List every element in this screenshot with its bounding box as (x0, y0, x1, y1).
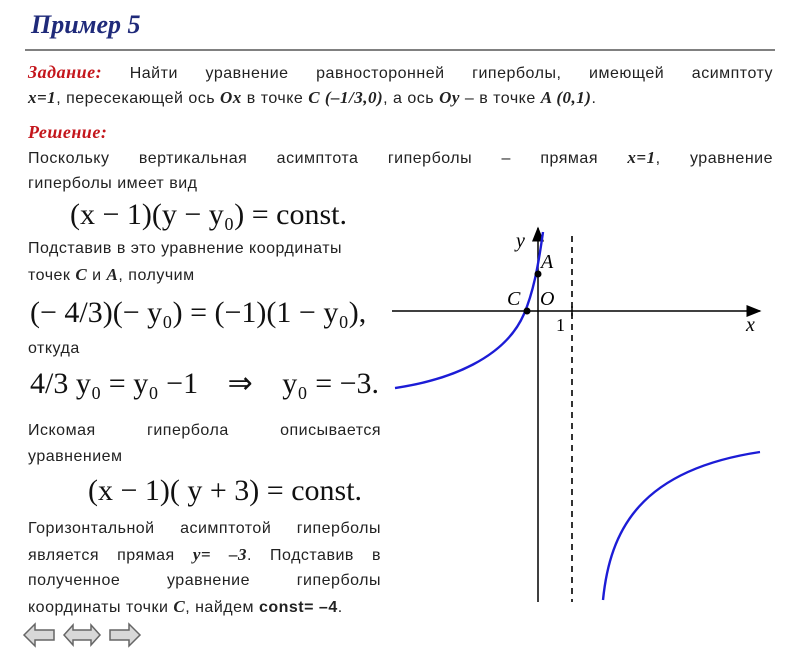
tick-1-label: 1 (556, 315, 565, 335)
solution-p2-line1: Подставив в это уравнение координаты (28, 240, 343, 257)
slide-navigation (22, 622, 142, 648)
equation-1: (x − 1)(y − y₀) = const. (70, 198, 348, 231)
origin-label: O (540, 288, 555, 310)
forward-icon[interactable] (108, 622, 142, 648)
y-axis-label: y (516, 230, 525, 252)
point-a-label: A (541, 251, 554, 273)
solution-label: Решение: (28, 122, 108, 142)
solution-p1-line2: гиперболы имеет вид (28, 175, 198, 192)
solution-p4-line2: уравнением (28, 448, 123, 465)
implies-arrow: ⇒ (227, 367, 253, 400)
solution-p5-line2: является прямая y= –3. Подставив в (28, 545, 382, 564)
task-paragraph: Задание: Найти уравнение равносторонней гиперболы, имеющей асимптоту (28, 62, 773, 82)
slide-title: Пример 5 (31, 10, 141, 39)
equation-4: (x − 1)( y + 3) = const. (88, 474, 363, 507)
task-text-line1: Найти уравнение равносторонней гиперболы, имеющей асимптоту (129, 65, 773, 82)
solution-p4-line1: Искомая гипербола описывается (28, 422, 381, 439)
solution-p5-line3: полученное уравнение гиперболы (28, 572, 381, 589)
equation-2: (− 4/3)(− y₀) = (−1)(1 − y₀), (30, 296, 367, 329)
solution-p5-line1: Горизонтальной асимптотой гиперболы (28, 520, 381, 537)
solution-p3: откуда (28, 340, 80, 357)
solution-p1-line1: Поскольку вертикальная асимптота гиперболы – прямая x=1, уравнение (28, 148, 774, 167)
equation-3: 4/3 y₀ = y₀ −1 ⇒ y₀ = −3. (30, 367, 380, 400)
point-c-label: C (507, 288, 521, 310)
back-forward-icon[interactable] (62, 622, 102, 648)
hyperbola-left-branch (395, 232, 543, 388)
solution-p5-line4: координаты точки C, найдем const= –4. (28, 597, 343, 616)
hyperbola-right-branch (603, 452, 760, 600)
task-label: Задание (28, 62, 96, 82)
task-paragraph-line2: x=1, пересекающей ось Ox в точке C (–1/3,0), а ось Oy – в точке A (0,1). (28, 88, 597, 107)
back-icon[interactable] (22, 622, 56, 648)
point-c (524, 308, 531, 315)
solution-p2-line2: точек C и A, получим (28, 265, 195, 284)
x-axis-label: x (746, 314, 755, 336)
